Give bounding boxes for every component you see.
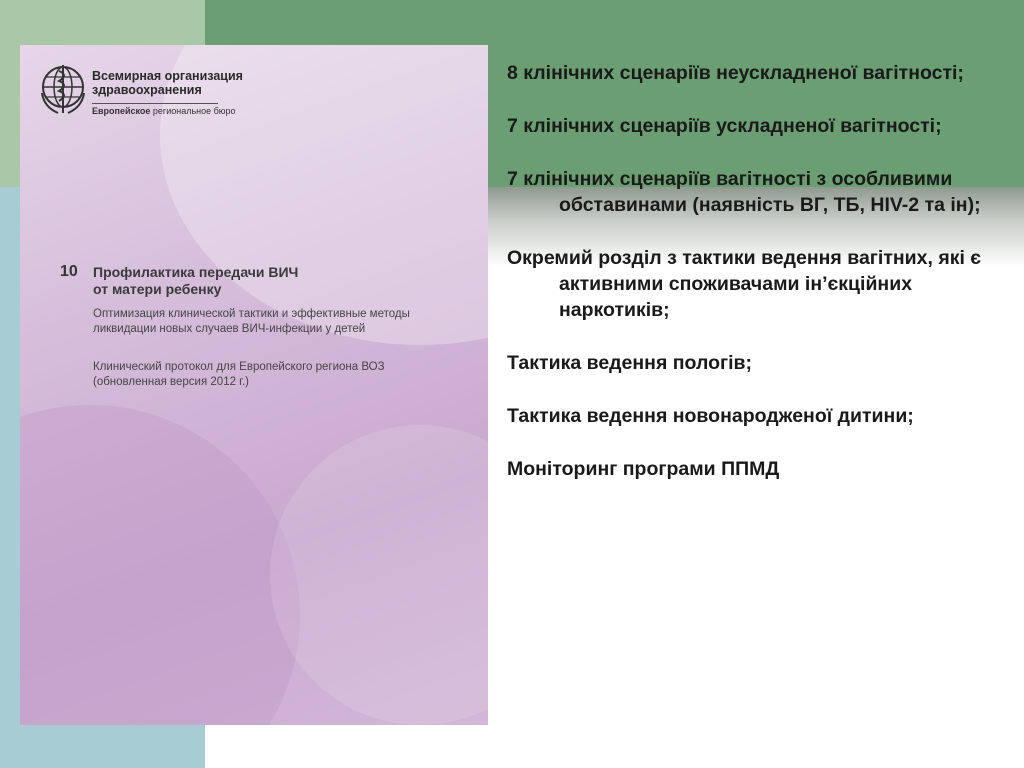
regional-office: Европейское региональное бюро bbox=[92, 106, 236, 116]
cover-number: 10 bbox=[60, 263, 78, 280]
list-item: Окремий розділ з тактики ведення вагітних, які є активними споживачами ін’єкційних наркотиків; bbox=[507, 247, 982, 321]
organization-name: Всемирная организация здравоохранения bbox=[92, 69, 243, 97]
cover-decoration bbox=[270, 425, 488, 725]
cover-subtitle: Оптимизация клинической тактики и эффективные методы ликвидации новых случаев ВИЧ-инфекции у детей bbox=[93, 308, 410, 335]
cover-protocol-note: Клинический протокол для Европейского региона ВОЗ (обновленная версия 2012 г.) bbox=[93, 361, 385, 388]
list-item: Тактика ведення новонародженої дитини; bbox=[507, 405, 914, 427]
divider bbox=[92, 103, 218, 104]
list-item: Тактика ведення пологів; bbox=[507, 352, 753, 374]
slide-content-list bbox=[507, 60, 987, 482]
list-item: 7 клінічних сценаріїв вагітності з особливими обставинами (наявність ВГ, ТБ, HIV-2 та ін); bbox=[507, 168, 981, 216]
who-emblem-icon bbox=[40, 63, 86, 115]
cover-decoration bbox=[20, 405, 300, 725]
list-item: 8 клінічних сценаріїв неускладненої вагітності; bbox=[507, 62, 964, 84]
document-cover-image bbox=[20, 45, 488, 725]
list-item: Моніторинг програми ППМД bbox=[507, 458, 780, 480]
cover-title: Профилактика передачи ВИЧ от матери ребенку bbox=[93, 264, 299, 297]
list-item: 7 клінічних сценаріїв ускладненої вагітності; bbox=[507, 115, 942, 137]
